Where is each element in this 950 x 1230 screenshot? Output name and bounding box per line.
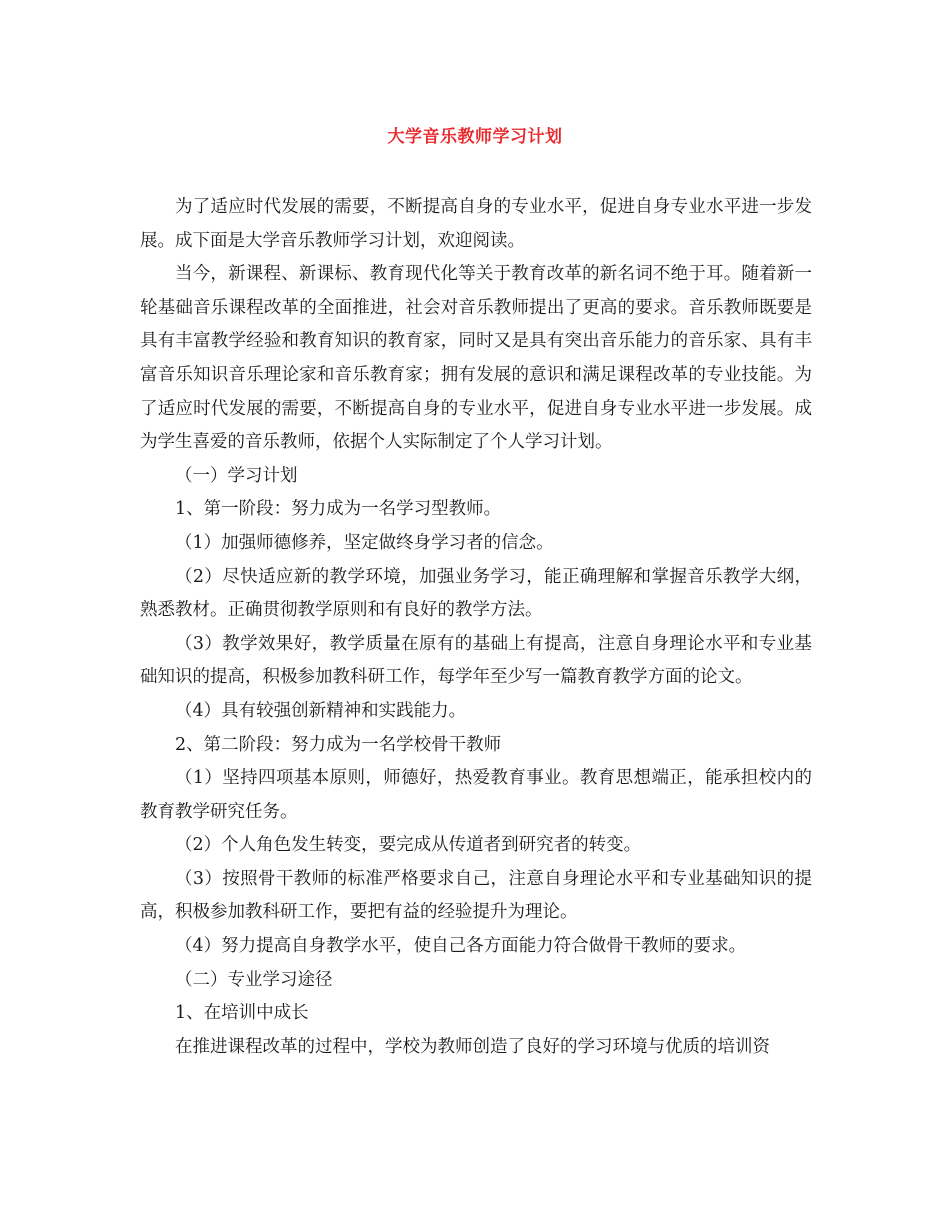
paragraph-intro: 为了适应时代发展的需要，不断提高自身的专业水平，促进自身专业水平进一步发展。成下面是大学音乐教师学习计划，欢迎阅读。 xyxy=(140,197,812,251)
list-item: （4）具有较强创新精神和实践能力。 xyxy=(175,700,467,721)
paragraph-training: 在推进课程改革的过程中，学校为教师创造了良好的学习环境与优质的培训资 xyxy=(175,1036,770,1057)
stage-heading-first: 1、第一阶段：努力成为一名学习型教师。 xyxy=(175,499,502,520)
section-heading-learning-paths: （二）专业学习途径 xyxy=(175,969,333,990)
list-item: （4）努力提高自身教学水平，使自己各方面能力符合做骨干教师的要求。 xyxy=(175,936,747,957)
document-body xyxy=(140,191,812,1064)
section-heading-study-plan: （一）学习计划 xyxy=(175,465,298,486)
stage-heading-second: 2、第二阶段：努力成为一名学校骨干教师 xyxy=(175,734,502,755)
paragraph-background: 当今，新课程、新课标、教育现代化等关于教育改革的新名词不绝于耳。随着新一轮基础音乐课程改革的全面推进，社会对音乐教师提出了更高的要求。音乐教师既要是具有丰富教学经验和教育知识的教育家，同时又是具有突出音乐能力的音乐家、具有丰富音乐知识音乐理论家和音乐教育家；拥有发展的意识和满足课程改革的专业技能。为了适应时代发展的需要，不断提高自身的专业水平，促进自身专业水平进一步发展。成为学生喜爱的音乐教师，依据个人实际制定了个人学习计划。 xyxy=(140,264,812,453)
list-item: （1）加强师德修养，坚定做终身学习者的信念。 xyxy=(175,532,554,553)
list-item: （1）坚持四项基本原则，师德好，热爱教育事业。教育思想端正，能承担校内的教育教学研究任务。 xyxy=(140,768,812,822)
subsection-heading-training: 1、在培训中成长 xyxy=(175,1003,309,1024)
list-item: （2）尽快适应新的教学环境，加强业务学习，能正确理解和掌握音乐教学大纲，熟悉教材。正确贯彻教学原则和有良好的教学方法。 xyxy=(140,566,812,621)
list-item: （3）按照骨干教师的标准严格要求自己，注意自身理论水平和专业基础知识的提高，积极参加教科研工作，要把有益的经验提升为理论。 xyxy=(140,868,812,923)
document-title: 大学音乐教师学习计划 xyxy=(387,127,563,147)
list-item: （3）教学效果好，教学质量在原有的基础上有提高，注意自身理论水平和专业基础知识的提高，积极参加教科研工作，每学年至少写一篇教育教学方面的论文。 xyxy=(140,633,812,688)
list-item: （2）个人角色发生转变，要完成从传道者到研究者的转变。 xyxy=(175,835,642,856)
